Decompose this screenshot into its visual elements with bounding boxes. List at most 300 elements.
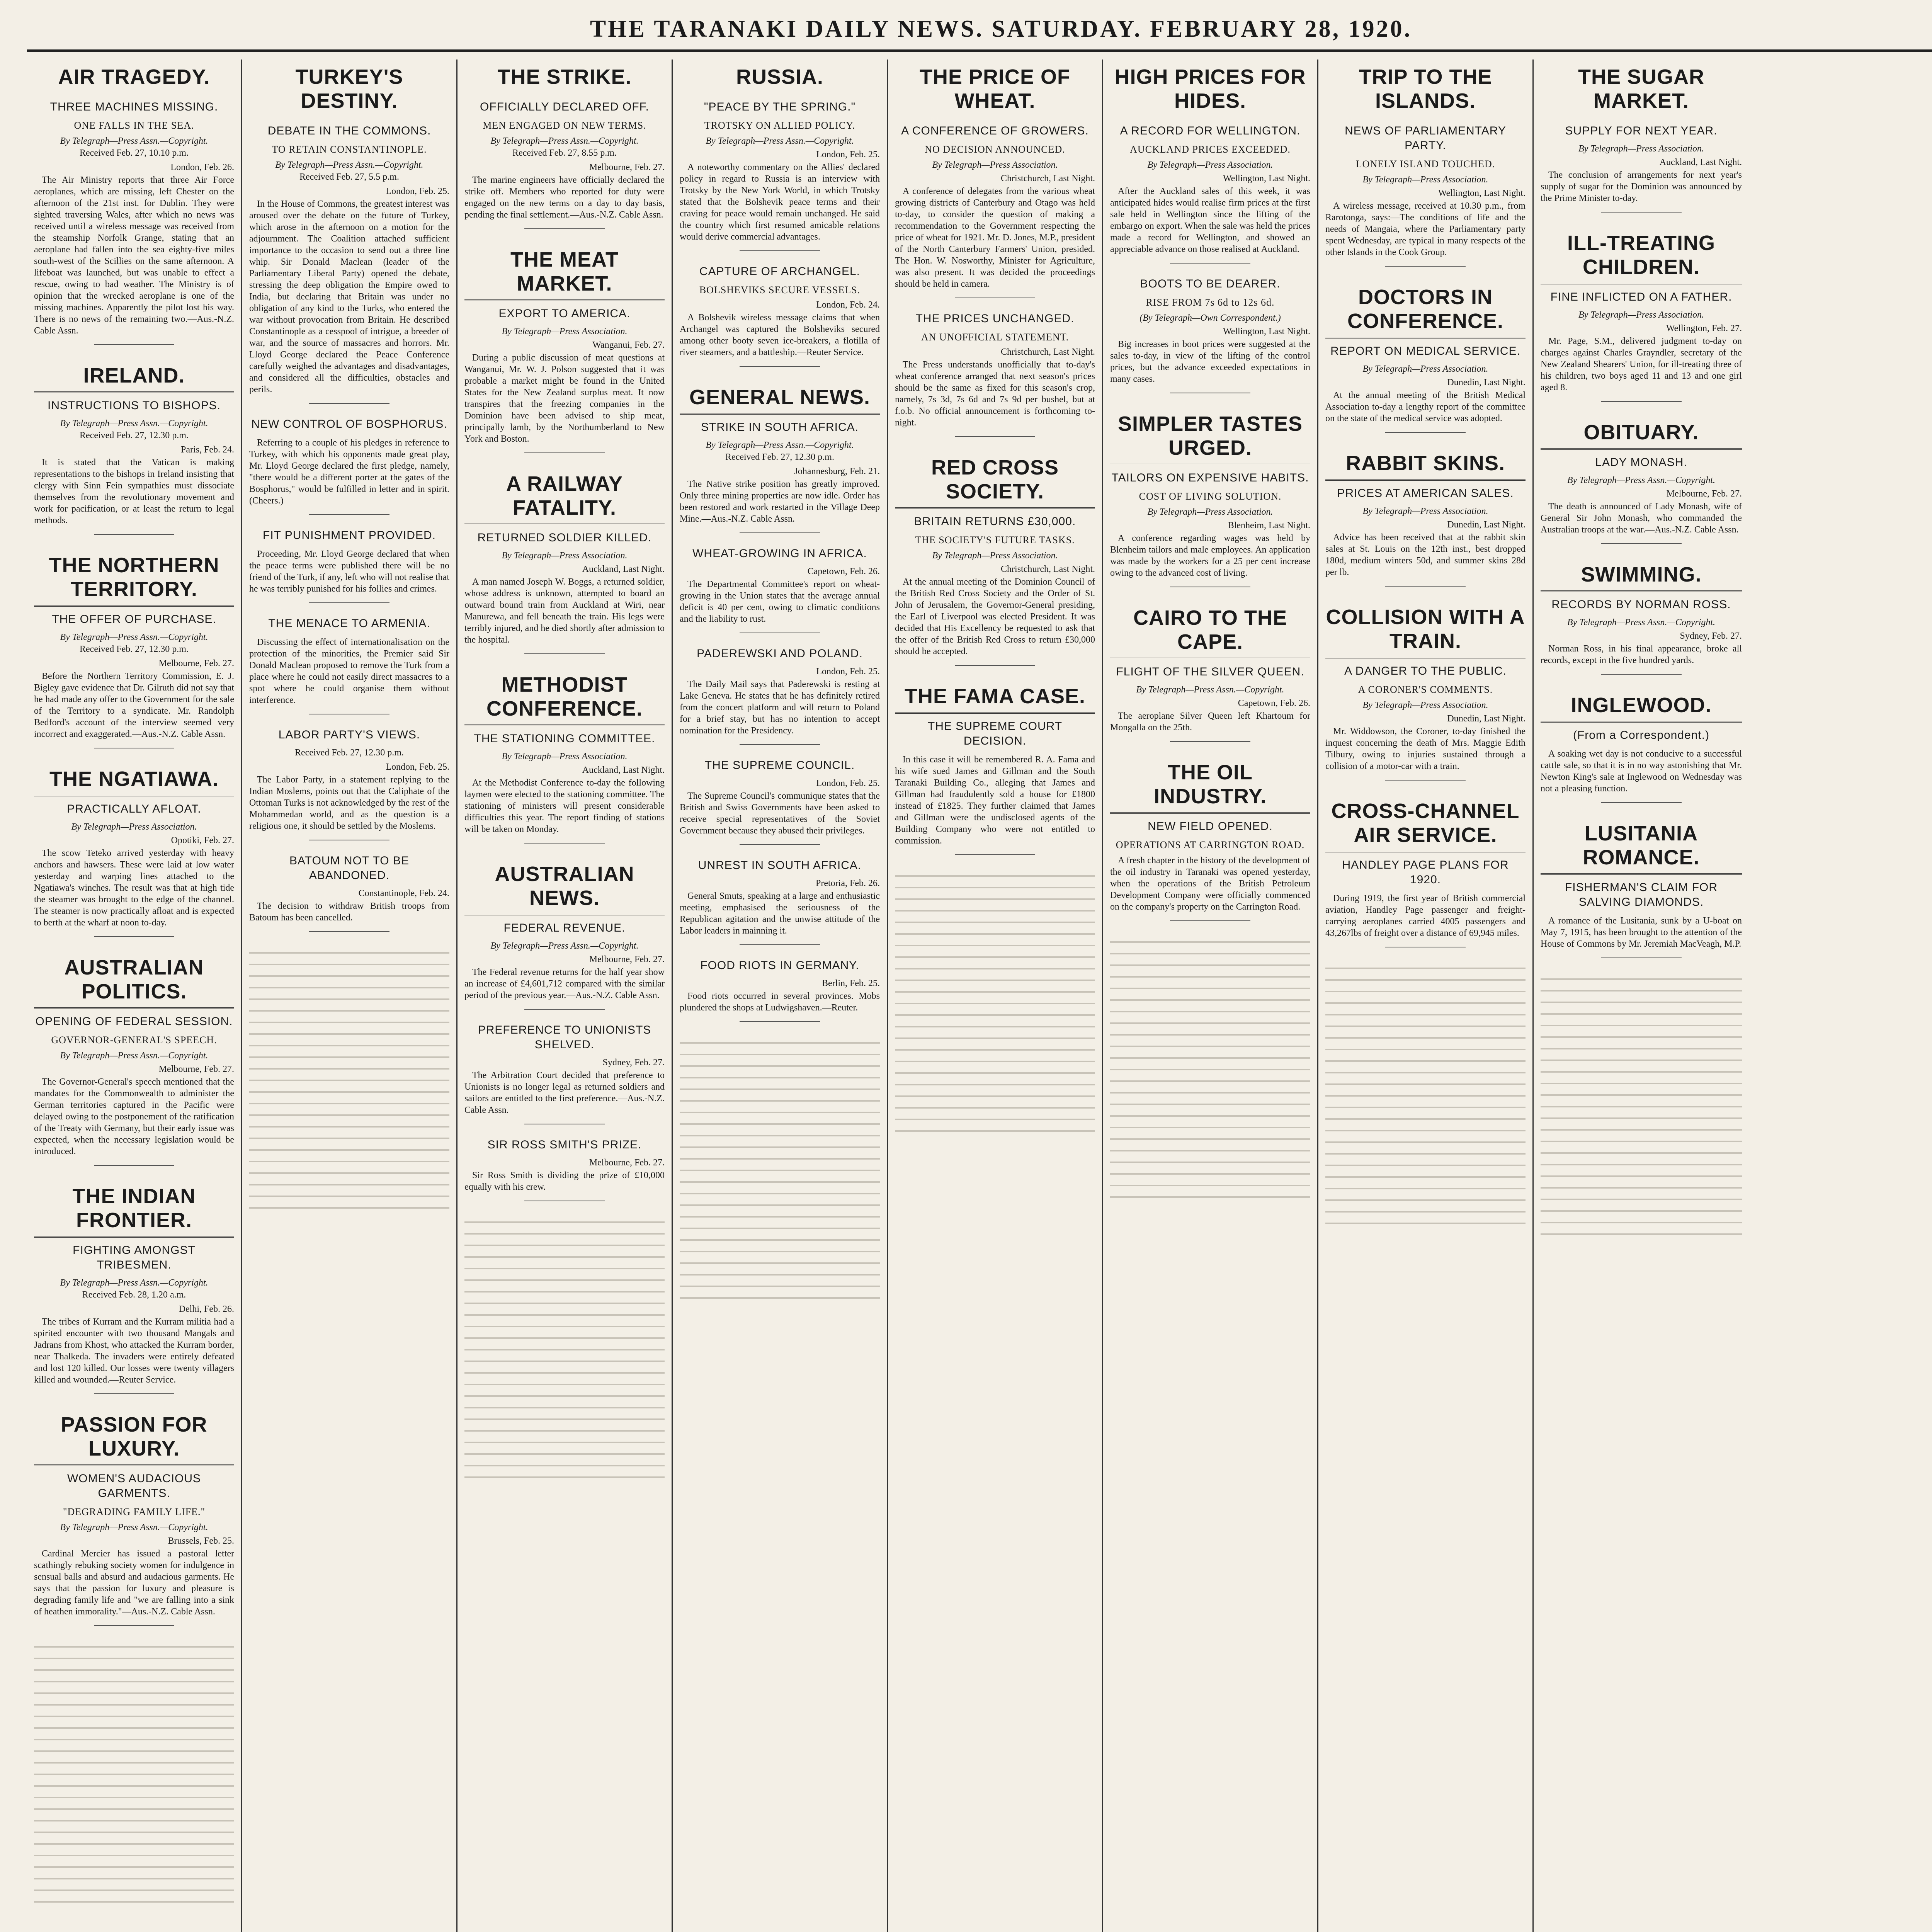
- divider: [740, 744, 820, 745]
- dateline: Melbourne, Feb. 27.: [158, 1064, 234, 1074]
- article: [464, 1138, 665, 1201]
- byline: (By Telegraph—Own Correspondent.): [1139, 313, 1281, 323]
- article: [680, 546, 880, 633]
- column-8: [1534, 60, 1749, 1932]
- divider: [740, 532, 820, 533]
- article: [249, 616, 449, 714]
- dateline: Pretoria, Feb. 26.: [816, 878, 880, 888]
- article-subheading: REPORT ON MEDICAL SERVICE.: [1330, 345, 1520, 357]
- divider: [309, 403, 389, 404]
- byline: By Telegraph—Press Association.: [1147, 507, 1273, 517]
- article-subheading: THE MENACE TO ARMENIA.: [268, 617, 430, 630]
- article-subheading: AN UNOFFICIAL STATEMENT.: [921, 332, 1069, 343]
- received-time: Received Feb. 27, 12.30 p.m.: [80, 430, 189, 440]
- article-body: Advice has been received that at the rabbit skin sales at St. Louis on the 12th inst., best dropped 180d, medium winters 50d, and summer skins 28d per lb.: [1325, 532, 1526, 577]
- article-subheading: PRICES AT AMERICAN SALES.: [1337, 487, 1514, 500]
- article-body: The Labor Party, in a statement replying to the Indian Moslems, points out that the Caliphate of the Ottoman Turks is not acknowledged by the rest of the Mohammedan world, and as the question is a religious one, it should be settled by the Moslems.: [249, 775, 449, 831]
- article-subheading: THE SUPREME COUNCIL.: [704, 759, 855, 772]
- article-body: A Bolshevik wireless message claims that when Archangel was captured the Bolsheviks secured among other booty seven ice-breakers, a flotilla of river steamers, and a battleship.—Reuter Service.: [680, 313, 880, 357]
- article-headline: TURKEY'S DESTINY.: [249, 60, 449, 118]
- article-subheading: COST OF LIVING SOLUTION.: [1139, 491, 1282, 502]
- article-subheading: THE STATIONING COMMITTEE.: [474, 732, 655, 745]
- article: [34, 548, 234, 748]
- article-headline: RUSSIA.: [680, 60, 880, 94]
- article-subheading: TAILORS ON EXPENSIVE HABITS.: [1111, 471, 1309, 484]
- article-headline: HIGH PRICES FOR HIDES.: [1110, 60, 1310, 118]
- received-time: Received Feb. 27, 10.10 p.m.: [80, 148, 189, 158]
- byline: By Telegraph—Press Association.: [932, 551, 1058, 561]
- byline: By Telegraph—Press Assn.—Copyright.: [60, 136, 208, 146]
- columns: [27, 60, 1932, 1932]
- article: [464, 857, 665, 1010]
- divider: [740, 250, 820, 251]
- article-body: At the annual meeting of the Dominion Council of the British Red Cross Society and the Order of St. John of Jerusalem, the Governor-General presiding, the Earl of Liverpool was elected President. It was decided that His Excellency be requested to ask that the offer of the British Red Cross to return £30,000 should be accepted.: [895, 577, 1095, 656]
- article-subheading: LABOR PARTY'S VIEWS.: [278, 728, 420, 741]
- article-subheading: FINE INFLICTED ON A FATHER.: [1550, 291, 1732, 303]
- article: [1325, 446, 1526, 587]
- divider: [1385, 586, 1465, 587]
- continued-text-lines: [464, 1214, 665, 1485]
- article-subheading: FIT PUNISHMENT PROVIDED.: [263, 529, 436, 542]
- divider: [1170, 920, 1250, 921]
- article-body: It is stated that the Vatican is making representations to the bishops in Ireland insisting that clergy with Sinn Fein sympathies must dissociate themselves from the revolutionary movement and work for pacification, or at least the return to legal methods.: [34, 457, 234, 526]
- article: [1541, 226, 1742, 402]
- article-subheading: RETURNED SOLDIER KILLED.: [477, 531, 652, 544]
- article-subheading: RISE FROM 7s 6d to 12s 6d.: [1146, 297, 1275, 308]
- article-subheading: SUPPLY FOR NEXT YEAR.: [1565, 124, 1718, 137]
- article-subheading: THE SOCIETY'S FUTURE TASKS.: [915, 534, 1075, 546]
- article-body: Referring to a couple of his pledges in reference to Turkey, with which his opponents made great play, Mr. Lloyd George declared the first pledge, namely, "there would be a different porter at the gates of the Bosphorus," would be fulfilled in letter and in spirit. (Cheers.): [249, 438, 449, 506]
- article-body: A conference regarding wages was held by Blenheim tailors and male employees. An application was made by the workers for a 25 per cent increase owing to the advanced cost of living.: [1110, 533, 1310, 578]
- article-subheading: THE PRICES UNCHANGED.: [915, 312, 1075, 325]
- article: [1110, 406, 1310, 587]
- article: [1541, 688, 1742, 803]
- divider: [955, 854, 1035, 855]
- article: [1541, 816, 1742, 958]
- article-body: The scow Teteko arrived yesterday with heavy anchors and hawsers. These were laid at low water yesterday and warping lines attached to the Ngatiawa's winches. The result was that at high tide the steamer was brought to the edge of the channel. The steamer is now practically afloat and is expected to berth at the wharf at noon to-day.: [34, 848, 234, 928]
- dateline: Paris, Feb. 24.: [181, 445, 234, 455]
- article-headline: ILL-TREATING CHILDREN.: [1541, 226, 1742, 284]
- article: [680, 858, 880, 945]
- article-body: The Governor-General's speech mentioned that the mandates for the Commonwealth to administer the German territories captured in the Pacific were delayed owing to the postponement of the ratification of the Treaty with Germany, but their early issue was expected, when the necessary legislation would be introduced.: [34, 1077, 234, 1156]
- article-body: In this case it will be remembered R. A. Fama and his wife sued James and Gillman and the South Taranaki Building Co., alleging that James and Gillman had fraudulently sold a house for £1800 instead of £1825. They further claimed that James and Gillman were the undisclosed agents of the Building Company who were not entitled to commission.: [895, 755, 1095, 846]
- article-headline: THE NGATIAWA.: [34, 762, 234, 796]
- article-body: A soaking wet day is not conducive to a successful cattle sale, so that it is in no way astonishing that Mr. Newton King's sale at Inglewood on Wednesday was not a pleasing function.: [1541, 749, 1742, 794]
- divider: [1385, 266, 1465, 267]
- article: [680, 264, 880, 367]
- column-7: [1318, 60, 1534, 1932]
- article-subheading: HANDLEY PAGE PLANS FOR 1920.: [1342, 859, 1509, 886]
- byline: By Telegraph—Press Association.: [502, 551, 628, 561]
- article-body: During a public discussion of meat questions at Wanganui, Mr. W. J. Polson suggested that it was probable a market might be found in the United States for the New Zealand surplus meat. It now transpires that the freezing companies in the Dominion have been advised to ship meat, principally lamb, by the Northumberland to New York and Boston.: [464, 353, 665, 444]
- byline: By Telegraph—Press Assn.—Copyright.: [706, 440, 854, 450]
- column-6: [1103, 60, 1318, 1932]
- article: [464, 1023, 665, 1124]
- article-headline: GENERAL NEWS.: [680, 380, 880, 415]
- column-5: [888, 60, 1103, 1932]
- article-subheading: FISHERMAN'S CLAIM FOR SALVING DIAMONDS.: [1565, 881, 1718, 908]
- article-subheading: SIR ROSS SMITH'S PRIZE.: [487, 1138, 642, 1151]
- received-time: Received Feb. 27, 8.55 p.m.: [512, 148, 617, 158]
- article-subheading: A DANGER TO THE PUBLIC.: [1344, 665, 1507, 677]
- dateline: Christchurch, Last Night.: [1001, 173, 1095, 184]
- article-headline: SIMPLER TASTES URGED.: [1110, 406, 1310, 465]
- article-body: A man named Joseph W. Boggs, a returned soldier, whose address is unknown, attempted to board an outward bound train from Auckland at Wiri, near Manurewa, and fell beneath the train. His legs were terribly injured, and he died shortly after admission to the hospital.: [464, 577, 665, 645]
- article-body: The tribes of Kurram and the Kurram militia had a spirited encounter with two thousand Mangals and Jadrans from Khost, who attacked the Kurram border, near Thalkeda. The invaders were entirely defeated and lost 120 killed. Our losses were twenty villagers killed and wounded.—Reuter Service.: [34, 1317, 234, 1385]
- article-headline: CAIRO TO THE CAPE.: [1110, 600, 1310, 659]
- article-body: At the annual meeting of the British Medical Association to-day a lengthy report of the committee on the state of the medical service was adopted.: [1325, 390, 1526, 423]
- article: [249, 417, 449, 515]
- article-body: General Smuts, speaking at a large and enthusiastic meeting, emphasised the seriousness of the Republican agitation and the unwise attitude of the Labor leaders in mainning it.: [680, 891, 880, 936]
- article-subheading: BOLSHEVIKS SECURE VESSELS.: [699, 284, 861, 296]
- article-headline: OBITUARY.: [1541, 415, 1742, 450]
- article: [1110, 277, 1310, 393]
- article-subheading: PREFERENCE TO UNIONISTS SHELVED.: [478, 1024, 651, 1051]
- divider: [955, 436, 1035, 437]
- divider: [94, 1393, 174, 1394]
- divider: [309, 514, 389, 515]
- article-body: The Federal revenue returns for the half year show an increase of £4,601,712 compared with the similar period of the previous year.—Aus.-N.Z. Cable Assn.: [464, 967, 665, 1000]
- article-body: The Arbitration Court decided that preference to Unionists is no longer legal as returned soldiers and sailors are entitled to the first preference.—Aus.-N.Z. Cable Assn.: [464, 1070, 665, 1115]
- article-subheading: "PEACE BY THE SPRING.": [704, 100, 856, 113]
- article-subheading: (From a Correspondent.): [1573, 729, 1710, 742]
- dateline: Wellington, Last Night.: [1438, 188, 1526, 198]
- byline: By Telegraph—Press Association.: [1578, 144, 1704, 154]
- article-body: The conclusion of arrangements for next year's supply of sugar for the Dominion was announced by the Prime Minister to-day.: [1541, 170, 1742, 203]
- byline: By Telegraph—Press Association.: [1147, 160, 1273, 170]
- dateline: Melbourne, Feb. 27.: [589, 162, 665, 172]
- divider: [1170, 263, 1250, 264]
- column-4: [673, 60, 888, 1932]
- dateline: Dunedin, Last Night.: [1447, 378, 1526, 388]
- dateline: Christchurch, Last Night.: [1001, 564, 1095, 574]
- dateline: Melbourne, Feb. 27.: [589, 1158, 665, 1168]
- article: [34, 60, 234, 345]
- byline: By Telegraph—Press Association.: [1362, 506, 1488, 516]
- article-body: Cardinal Mercier has issued a pastoral letter scathingly rebuking society women for indulgence in sensual balls and absurd and audacious garments. He says that the passion for luxury and pleasure is degrading family life and "we are falling into a sink of heathen immorality."—Aus.-N.Z. Cable Assn.: [34, 1549, 234, 1617]
- dateline: Brussels, Feb. 25.: [168, 1536, 234, 1546]
- article-body: A conference of delegates from the various wheat growing districts of Canterbury and Otago was held to-day, to consider the question of making a recommendation to the Government respecting the price of wheat for 1921. Mr. D. Jones, M.P., president of the North Canterbury Farmers' Union, presided. The Hon. W. Nosworthy, Minister for Agriculture, was also present. It was decided the proceedings should be held in camera.: [895, 186, 1095, 289]
- article-subheading: INSTRUCTIONS TO BISHOPS.: [48, 399, 221, 412]
- article-body: Mr. Page, S.M., delivered judgment to-day on charges against Charles Grayndler, secretary of the New Zealand Shearers' Union, for ill-treating three of his children, two boys aged 11 and 13 and one girl aged 8.: [1541, 336, 1742, 393]
- byline: By Telegraph—Press Association.: [502, 327, 628, 337]
- article-subheading: AUCKLAND PRICES EXCEEDED.: [1130, 144, 1291, 155]
- dateline: London, Feb. 25.: [816, 150, 880, 160]
- article-subheading: A CONFERENCE OF GROWERS.: [901, 124, 1089, 137]
- byline: By Telegraph—Press Association.: [1578, 310, 1704, 320]
- dateline: Wanganui, Feb. 27.: [592, 340, 665, 350]
- byline: By Telegraph—Press Assn.—Copyright.: [706, 136, 854, 146]
- article-headline: THE PRICE OF WHEAT.: [895, 60, 1095, 118]
- article: [34, 762, 234, 937]
- article-subheading: MEN ENGAGED ON NEW TERMS.: [483, 120, 646, 131]
- article-headline: INGLEWOOD.: [1541, 688, 1742, 723]
- article-subheading: TROTSKY ON ALLIED POLICY.: [704, 120, 855, 131]
- article-subheading: OFFICIALLY DECLARED OFF.: [480, 100, 649, 113]
- article-subheading: STRIKE IN SOUTH AFRICA.: [701, 421, 859, 434]
- divider: [309, 931, 389, 932]
- received-time: Received Feb. 27, 5.5 p.m.: [299, 172, 399, 182]
- received-time: Received Feb. 27, 12.30 p.m.: [725, 452, 834, 462]
- article: [1110, 600, 1310, 742]
- article-body: The death is announced of Lady Monash, wife of General Sir John Monash, who commanded the Australian troops at the war.—Aus.-N.Z. Cable Assn.: [1541, 502, 1742, 535]
- article: [249, 854, 449, 932]
- article-subheading: PADEREWSKI AND POLAND.: [697, 647, 863, 660]
- divider: [94, 534, 174, 535]
- article: [249, 728, 449, 840]
- byline: By Telegraph—Press Association.: [1362, 364, 1488, 374]
- divider: [740, 1021, 820, 1022]
- article-body: The Daily Mail says that Paderewski is resting at Lake Geneva. He states that he has definitely retired from the concert platform and will return to Poland for a brief stay, but has no intention to accept nomination for the Presidency.: [680, 679, 880, 736]
- divider: [1601, 674, 1681, 675]
- article: [680, 646, 880, 745]
- dateline: London, Feb. 26.: [170, 162, 234, 172]
- article: [895, 679, 1095, 855]
- byline: By Telegraph—Press Assn.—Copyright.: [1136, 685, 1284, 695]
- article-subheading: A CORONER'S COMMENTS.: [1358, 684, 1493, 695]
- dateline: Wellington, Last Night.: [1223, 173, 1310, 184]
- article-body: The Departmental Committee's report on wheat-growing in the Union states that the average annual deficit is 40 per cent, owing to climatic conditions and the liability to rust.: [680, 579, 880, 624]
- dateline: Melbourne, Feb. 27.: [158, 658, 234, 668]
- article-headline: TRIP TO THE ISLANDS.: [1325, 60, 1526, 118]
- article-headline: METHODIST CONFERENCE.: [464, 667, 665, 726]
- divider: [1170, 741, 1250, 742]
- article-body: In the House of Commons, the greatest interest was aroused over the debate on the future of Turkey, which arose in the afternoon on a motion for the adjournment. The Coalition attached sufficient importance to the occasion to send out a three line whip. Sir Donald Maclean (leader of the Parliamentary Liberal Party) opened the debate, stressing the deep obligation the Empire owed to India, but declaring that Britain was under no obligation of any kind to the Turks, who entered the war without provocation from Britain. He described Constantinople as a cesspool of intrigue, a breeder of war, and the source of massacres and horrors. Mr. Lloyd George declared the Peace Conference carefully weighed the advantages and disadvantages, and considered all the difficulties, obstacles and perils.: [249, 199, 449, 395]
- divider: [1601, 957, 1681, 958]
- article-subheading: WHEAT-GROWING IN AFRICA.: [692, 547, 867, 560]
- article-headline: A RAILWAY FATALITY.: [464, 466, 665, 525]
- continued-text-lines: [1541, 971, 1742, 1242]
- article-headline: THE STRIKE.: [464, 60, 665, 94]
- divider: [524, 228, 604, 229]
- article: [249, 60, 449, 404]
- column-1: [27, 60, 242, 1932]
- article-headline: THE INDIAN FRONTIER.: [34, 1179, 234, 1238]
- article-subheading: LONELY ISLAND TOUCHED.: [1355, 158, 1495, 170]
- article-body: The marine engineers have officially declared the strike off. Members who reported for duty were engaged on the new terms on a day to day basis, pending the final settlement.—Aus.-N.Z. Cable Assn.: [464, 175, 665, 220]
- article: [1110, 755, 1310, 921]
- byline: By Telegraph—Press Assn.—Copyright.: [490, 941, 639, 951]
- article: [680, 758, 880, 845]
- dateline: Wellington, Last Night.: [1223, 327, 1310, 337]
- article-subheading: THREE MACHINES MISSING.: [50, 100, 218, 113]
- article-headline: THE FAMA CASE.: [895, 679, 1095, 714]
- article-headline: THE OIL INDUSTRY.: [1110, 755, 1310, 814]
- article-subheading: BATOUM NOT TO BE ABANDONED.: [289, 854, 409, 882]
- article-headline: SWIMMING.: [1541, 557, 1742, 592]
- article-headline: PASSION FOR LUXURY.: [34, 1407, 234, 1466]
- article: [1110, 60, 1310, 264]
- article-subheading: NEWS OF PARLIAMENTARY PARTY.: [1345, 124, 1506, 152]
- divider: [1601, 212, 1681, 213]
- byline: By Telegraph—Press Assn.—Copyright.: [1567, 475, 1716, 485]
- article-subheading: A RECORD FOR WELLINGTON.: [1120, 124, 1301, 137]
- continued-text-lines: [1325, 961, 1526, 1231]
- byline: By Telegraph—Press Association.: [932, 160, 1058, 170]
- continued-text-lines: [895, 868, 1095, 1139]
- dateline: London, Feb. 24.: [816, 300, 880, 310]
- divider: [955, 665, 1035, 666]
- article-body: The Native strike position has greatly improved. Only three mining properties are now idle. Order has been restored and work restarted in the Village Deep Mine.—Aus.-N.Z. Cable Assn.: [680, 479, 880, 524]
- article-subheading: NO DECISION ANNOUNCED.: [925, 144, 1065, 155]
- dateline: Opotiki, Feb. 27.: [171, 835, 234, 845]
- divider: [524, 1009, 604, 1010]
- article-subheading: BOOTS TO BE DEARER.: [1140, 277, 1281, 290]
- article-body: Sir Ross Smith is dividing the prize of £10,000 equally with his crew.: [464, 1170, 665, 1192]
- continued-text-lines: [680, 1035, 880, 1306]
- dateline: London, Feb. 25.: [816, 667, 880, 677]
- byline: By Telegraph—Press Assn.—Copyright.: [1567, 617, 1716, 628]
- dateline: Auckland, Last Night.: [582, 564, 665, 574]
- divider: [1385, 780, 1465, 781]
- article: [1541, 60, 1742, 213]
- column-3: [457, 60, 673, 1932]
- article-body: At the Methodist Conference to-day the following laymen were elected to the stationing committee. The stationing of ministers will present considerable difficulties this year. The report finding of stations will be taken on Monday.: [464, 778, 665, 834]
- received-time: Received Feb. 27, 12.30 p.m.: [80, 644, 189, 654]
- dateline: Melbourne, Feb. 27.: [1666, 489, 1742, 499]
- article-subheading: PRACTICALLY AFLOAT.: [67, 803, 201, 815]
- article-subheading: EXPORT TO AMERICA.: [498, 307, 631, 320]
- article: [249, 528, 449, 603]
- byline: By Telegraph—Press Assn.—Copyright.: [60, 632, 208, 642]
- article: [1325, 600, 1526, 781]
- divider: [524, 843, 604, 844]
- article-subheading: FEDERAL REVENUE.: [503, 922, 626, 934]
- article-headline: THE NORTHERN TERRITORY.: [34, 548, 234, 607]
- dateline: Dunedin, Last Night.: [1447, 714, 1526, 724]
- divider: [1601, 401, 1681, 402]
- continued-text-lines: [1110, 934, 1310, 1205]
- article-subheading: RECORDS BY NORMAN ROSS.: [1551, 598, 1731, 611]
- dateline: Capetown, Feb. 26.: [1238, 698, 1310, 708]
- article-subheading: UNREST IN SOUTH AFRICA.: [698, 859, 862, 872]
- article-body: Mr. Widdowson, the Coroner, to-day finished the inquest concerning the death of Mrs. Maggie Edith Tilbury, owing to injuries sustained through a collision of a motor-car with a train.: [1325, 726, 1526, 771]
- article-headline: COLLISION WITH A TRAIN.: [1325, 600, 1526, 658]
- article-body: The Press understands unofficially that to-day's wheat conference arranged that next season's prices should be the same as fixed for this season's crop, namely, 7s 3d, 7s 6d and 7s 9d per bushel, but at f.o.b. No official announcement is forthcoming to-night.: [895, 360, 1095, 428]
- article-body: The decision to withdraw British troops from Batoum has been cancelled.: [249, 901, 449, 923]
- dateline: Dunedin, Last Night.: [1447, 520, 1526, 530]
- article-body: Before the Northern Territory Commission, E. J. Bigley gave evidence that Dr. Gilruth did not say that he had made any offer to the Government for the sale of the Territory to a syndicate. Mr. Randolph Bedford's account of the interview seemed very incorrect and exaggerated.—Aus.-N.Z. Cable Assn.: [34, 671, 234, 739]
- article: [1325, 794, 1526, 947]
- article: [464, 60, 665, 229]
- article-headline: LUSITANIA ROMANCE.: [1541, 816, 1742, 875]
- byline: By Telegraph—Press Assn.—Copyright.: [60, 1051, 208, 1061]
- article: [34, 1407, 234, 1626]
- article-body: A noteworthy commentary on the Allies' declared policy in regard to Russia is an interview with Trotsky by the New York World, in which Trotsky stated that the Bolshevik peace terms and their craving for peace would remain unchanged. He said the country which first resumed amicable relations would derive commercial advantages.: [680, 162, 880, 242]
- article-body: Proceeding, Mr. Lloyd George declared that when the peace terms were published there will be no friend of the Turk, if any, left who will not realise that he was terribly punished for his follies and crimes.: [249, 549, 449, 594]
- dateline: Blenheim, Last Night.: [1228, 520, 1310, 531]
- article: [464, 242, 665, 453]
- article: [1325, 60, 1526, 267]
- article-subheading: LADY MONASH.: [1595, 456, 1687, 469]
- divider: [1601, 543, 1681, 544]
- divider: [1385, 432, 1465, 433]
- dateline: Sydney, Feb. 27.: [602, 1058, 665, 1068]
- divider: [740, 944, 820, 945]
- byline: By Telegraph—Press Assn.—Copyright.: [60, 1278, 208, 1288]
- divider: [524, 653, 604, 654]
- article-headline: THE SUGAR MARKET.: [1541, 60, 1742, 118]
- article-body: Food riots occurred in several provinces. Mobs plundered the shops at Ludwigshaven.—Reuter.: [680, 991, 880, 1013]
- article-subheading: OPENING OF FEDERAL SESSION.: [35, 1015, 233, 1028]
- dateline: Capetown, Feb. 26.: [807, 566, 880, 577]
- article-subheading: THE SUPREME COURT DECISION.: [927, 720, 1063, 747]
- divider: [1601, 802, 1681, 803]
- article-subheading: THE OFFER OF PURCHASE.: [52, 613, 216, 626]
- article-body: During 1919, the first year of British commercial aviation, Handley Page passenger and freight-carrying aeroplanes carried 4005 passengers and 43,267lbs of freight over a distance of 69,945 miles.: [1325, 893, 1526, 938]
- article-headline: AUSTRALIAN NEWS.: [464, 857, 665, 915]
- dateline: Melbourne, Feb. 27.: [589, 954, 665, 964]
- article-subheading: NEW FIELD OPENED.: [1148, 820, 1273, 833]
- dateline: Sydney, Feb. 27.: [1680, 631, 1742, 641]
- dateline: Auckland, Last Night.: [1659, 157, 1742, 167]
- divider: [524, 452, 604, 453]
- received-time: Received Feb. 28, 1.20 a.m.: [82, 1290, 186, 1300]
- article-subheading: FIGHTING AMONGST TRIBESMEN.: [73, 1244, 196, 1271]
- article: [1541, 415, 1742, 544]
- dateline: Christchurch, Last Night.: [1001, 347, 1095, 357]
- article: [1541, 557, 1742, 675]
- column-2: [242, 60, 457, 1932]
- article-subheading: BRITAIN RETURNS £30,000.: [914, 515, 1076, 528]
- article: [895, 450, 1095, 666]
- byline: By Telegraph—Press Association.: [1362, 700, 1488, 710]
- article-body: A fresh chapter in the history of the development of the oil industry in Taranaki was opened yesterday, when the operations of the British Petroleum Development Company were officially commenced on the company's property on the Carrington Road.: [1110, 855, 1310, 912]
- article: [34, 1179, 234, 1394]
- byline: By Telegraph—Press Association.: [502, 752, 628, 762]
- article: [680, 380, 880, 533]
- article-body: The Supreme Council's communique states that the British and Swiss Governments have been asked to receive special representatives of the Soviet Government because they abused their privileges.: [680, 791, 880, 836]
- dateline: London, Feb. 25.: [816, 778, 880, 788]
- article-subheading: OPERATIONS AT CARRINGTON ROAD.: [1116, 839, 1305, 850]
- article-headline: IRELAND.: [34, 358, 234, 393]
- article: [895, 311, 1095, 437]
- article-subheading: GOVERNOR-GENERAL'S SPEECH.: [51, 1034, 217, 1046]
- article: [464, 466, 665, 654]
- dateline: Johannesburg, Feb. 21.: [794, 466, 880, 476]
- article-body: After the Auckland sales of this week, it was anticipated hides would realise firm prices at the first sale held in Wellington since the lifting of the embargo on export. When the sale was held the prices made a record for Wellington, and showed an appreciable advance on those realised at Auckland.: [1110, 186, 1310, 254]
- article-body: A wireless message, received at 10.30 p.m., from Rarotonga, says:—The conditions of life and the needs of Mangaia, where the Parliamentary party spent Wednesday, are typical in many respects of the other Islands in the Cook Group.: [1325, 201, 1526, 257]
- divider: [94, 1625, 174, 1626]
- article-headline: AIR TRAGEDY.: [34, 60, 234, 94]
- article-headline: DOCTORS IN CONFERENCE.: [1325, 280, 1526, 338]
- divider: [740, 366, 820, 367]
- article-headline: THE MEAT MARKET.: [464, 242, 665, 301]
- article: [680, 60, 880, 251]
- article-subheading: WOMEN'S AUDACIOUS GARMENTS.: [67, 1472, 201, 1500]
- article-headline: RED CROSS SOCIETY.: [895, 450, 1095, 509]
- article-subheading: NEW CONTROL OF BOSPHORUS.: [251, 418, 447, 430]
- article-headline: CROSS-CHANNEL AIR SERVICE.: [1325, 794, 1526, 852]
- article-body: A romance of the Lusitania, sunk by a U-boat on May 7, 1915, has been brought to the attention of the House of Commons by Mr. Jeremiah MacVeagh, M.P.: [1541, 916, 1742, 949]
- article: [680, 958, 880, 1022]
- article-headline: AUSTRALIAN POLITICS.: [34, 950, 234, 1009]
- article-subheading: FOOD RIOTS IN GERMANY.: [700, 959, 859, 972]
- dateline: London, Feb. 25.: [386, 186, 449, 196]
- dateline: Delhi, Feb. 26.: [179, 1304, 234, 1314]
- article: [1325, 280, 1526, 433]
- article-subheading: ONE FALLS IN THE SEA.: [74, 120, 194, 131]
- article-headline: RABBIT SKINS.: [1325, 446, 1526, 481]
- article-subheading: CAPTURE OF ARCHANGEL.: [699, 265, 861, 278]
- article-subheading: DEBATE IN THE COMMONS.: [267, 124, 431, 137]
- byline: By Telegraph—Press Association.: [1362, 175, 1488, 185]
- article: [464, 667, 665, 844]
- byline: By Telegraph—Press Assn.—Copyright.: [490, 136, 639, 146]
- divider: [94, 1165, 174, 1166]
- byline: By Telegraph—Press Assn.—Copyright.: [60, 1522, 208, 1532]
- article-body: The aeroplane Silver Queen left Khartoum for Mongalla on the 25th.: [1110, 711, 1310, 733]
